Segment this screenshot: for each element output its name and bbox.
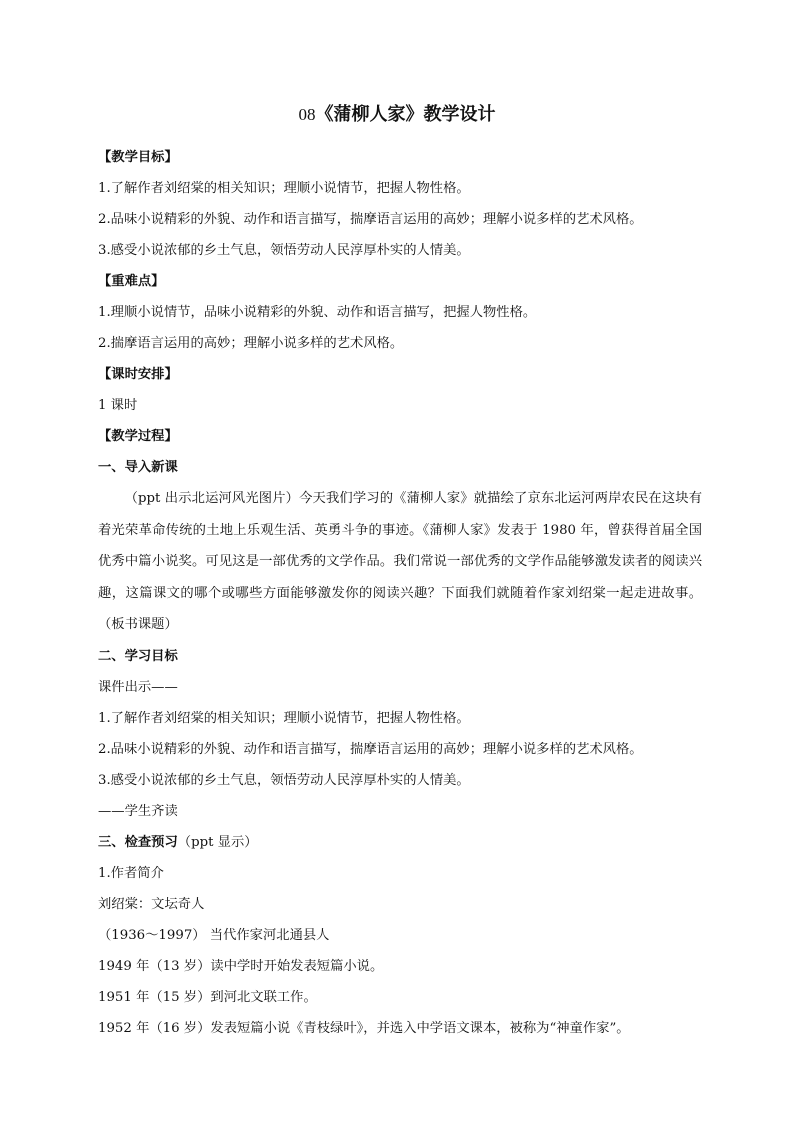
step1-paragraph: （ppt 出示北运河风光图片）今天我们学习的《蒲柳人家》就描绘了京东北运河两岸农民在这块有着光荣革命传统的土地上乐观生活、英勇斗争的事迹。《蒲柳人家》发表于 1980 年，曾获得首届全国优秀中篇小说奖。可见这是一部优秀的文学作品。我们常说一部优秀的文学作品能够激发读者的阅读兴趣，这篇课文的哪个或哪些方面能够激发你的阅读兴趣？下面我们就随着作家刘绍棠一起走进故事。（板书课题） [98, 491, 702, 632]
goal-item: 1.了解作者刘绍棠的相关知识；理顺小说情节，把握人物性格。 [98, 181, 470, 196]
key-item: 1.理顺小说情节，品味小说精彩的外貌、动作和语言描写，把握人物性格。 [98, 305, 537, 320]
goals-heading: 【教学目标】 [98, 150, 178, 165]
step1-heading: 一、导入新课 [98, 460, 178, 475]
step3-heading: 三、检查预习 [98, 834, 178, 850]
step3-item: 刘绍棠：文坛奇人 [98, 896, 205, 912]
process-heading: 【教学过程】 [98, 429, 178, 444]
goal-item: 3.感受小说浓郁的乡土气息，领悟劳动人民淳厚朴实的人情美。 [98, 243, 470, 258]
step2-goal-item: 3.感受小说浓郁的乡土气息，领悟劳动人民淳厚朴实的人情美。 [98, 772, 470, 788]
step2-outro: ——学生齐读 [98, 803, 178, 819]
step2-goal-item: 1.了解作者刘绍棠的相关知识；理顺小说情节，把握人物性格。 [98, 710, 470, 726]
hours-text: 1 课时 [98, 398, 138, 413]
step3-item: 1949 年（13 岁）读中学时开始发表短篇小说。 [98, 958, 384, 974]
step3-heading-note: （ppt 显示） [177, 834, 258, 850]
title-text: 《蒲柳人家》教学设计 [315, 104, 496, 125]
key-item: 2.揣摩语言运用的高妙；理解小说多样的艺术风格。 [98, 336, 404, 351]
key-heading: 【重难点】 [98, 274, 165, 289]
goal-item: 2.品味小说精彩的外貌、动作和语言描写，揣摩语言运用的高妙；理解小说多样的艺术风格。 [98, 212, 643, 227]
step3-item: 1951 年（15 岁）到河北文联工作。 [98, 989, 317, 1005]
step3-item: 1.作者简介 [98, 865, 164, 881]
step2-heading: 二、学习目标 [98, 648, 178, 664]
step3-item: 1952 年（16 岁）发表短篇小说《青枝绿叶》，并选入中学语文课本，被称为“神童作家”。 [98, 1020, 630, 1036]
step3-item: （1936～1997） 当代作家河北通县人 [98, 927, 330, 943]
hours-heading: 【课时安排】 [98, 367, 178, 382]
step3-heading-row [98, 827, 702, 858]
title-number: 08 [298, 105, 316, 124]
step2-goal-item: 2.品味小说精彩的外貌、动作和语言描写，揣摩语言运用的高妙；理解小说多样的艺术风格。 [98, 741, 643, 757]
page-title [0, 102, 794, 128]
step2-intro: 课件出示—— [98, 679, 178, 695]
document-body [98, 142, 702, 1044]
